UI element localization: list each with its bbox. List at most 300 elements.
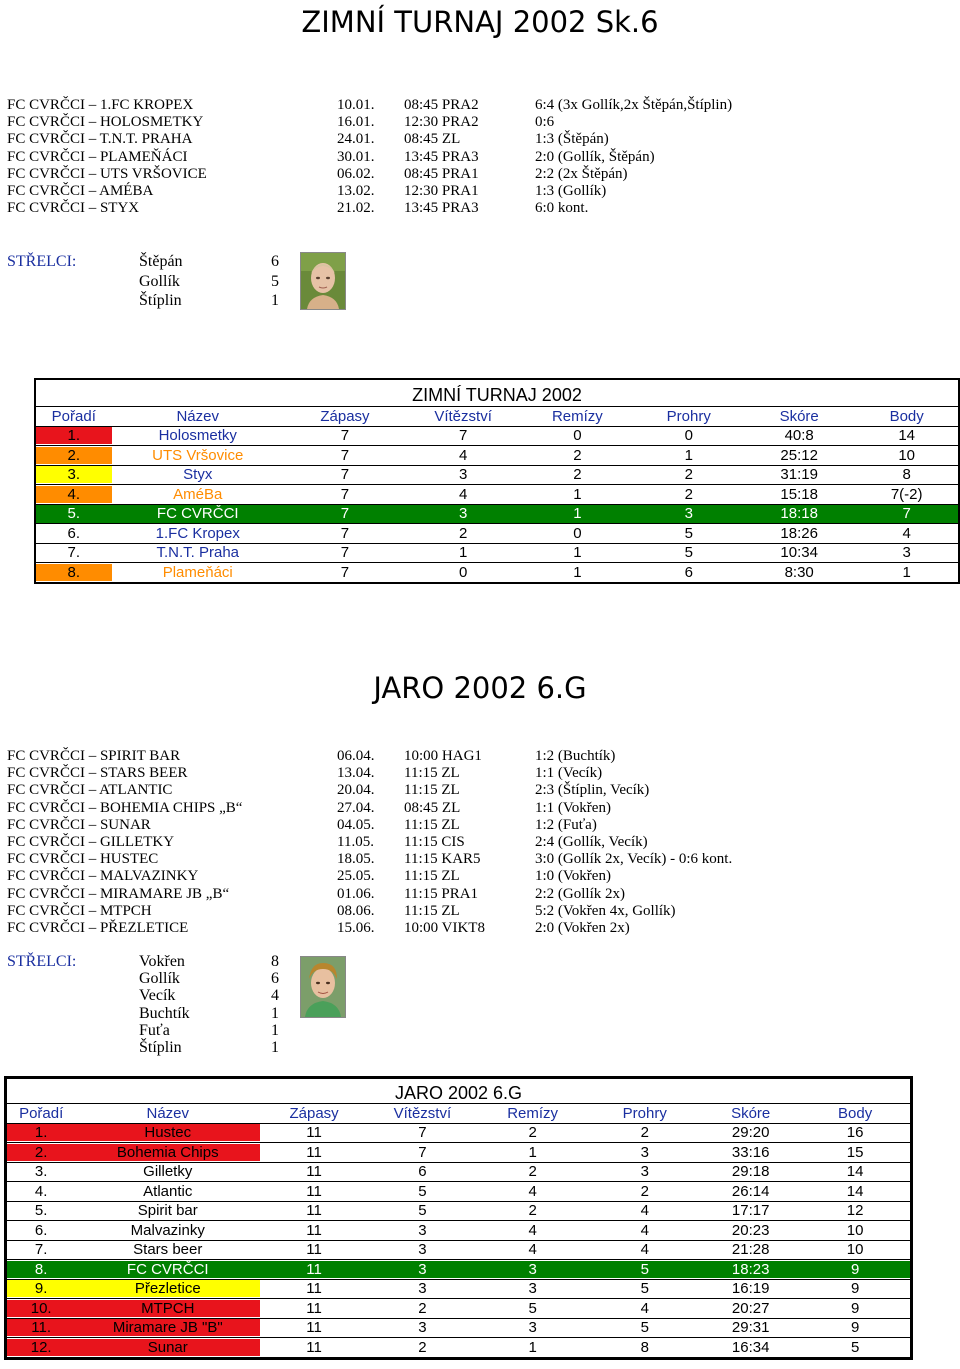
- match-time-venue: 12:30 PRA2: [404, 114, 479, 131]
- table-cell: 1: [458, 544, 468, 562]
- table-cell: 7: [418, 1124, 427, 1142]
- table-cell: 7: [340, 505, 350, 523]
- table-cell: 11: [306, 1221, 322, 1239]
- match-row: [7, 748, 907, 765]
- table-cell: 10:34: [780, 544, 818, 562]
- table-cell: 4: [640, 1241, 649, 1259]
- table-cell: 11: [260, 1261, 368, 1278]
- column-header: Zápasy: [289, 1104, 339, 1122]
- table-cell: 2: [418, 1338, 427, 1356]
- scorer-goals: 1: [271, 292, 279, 309]
- table-cell: 15:18: [780, 485, 818, 503]
- table-cell: FC CVRČCI: [75, 1261, 260, 1278]
- table-row: [36, 504, 958, 524]
- table-cell: Bohemia Chips: [75, 1144, 260, 1161]
- match-teams: FC CVRČCI – PŘEZLETICE: [7, 920, 189, 936]
- column-header: Název: [176, 407, 219, 425]
- table-cell: 16: [846, 1124, 864, 1142]
- match-time-venue: 11:15 PRA1: [404, 885, 479, 902]
- table-cell: 5: [640, 1280, 649, 1298]
- table-cell: 18:26: [780, 524, 818, 542]
- table-cell: 11.: [7, 1319, 75, 1336]
- match-row: [7, 183, 907, 200]
- match-result: 0:6: [535, 114, 555, 131]
- table-cell: 3: [418, 1280, 427, 1298]
- table-row: [36, 484, 958, 504]
- table-cell: 7: [340, 485, 350, 503]
- match-result: 1:0 (Vokřen): [535, 868, 611, 885]
- table-cell: 2: [418, 1299, 427, 1317]
- spring-table-title: JARO 2002 6.G: [394, 1083, 523, 1103]
- table-cell: 2: [640, 1124, 649, 1142]
- match-teams: FC CVRČCI – 1.FC KROPEX: [7, 97, 194, 113]
- table-cell: 12.: [7, 1339, 75, 1356]
- table-cell: 4.: [34, 1182, 48, 1200]
- match-time-venue: 11:15 ZL: [404, 765, 460, 782]
- table-row: [7, 1142, 910, 1162]
- match-result: 2:0 (Vokřen 2x): [535, 920, 630, 936]
- match-date: 10.01.: [337, 97, 375, 113]
- match-result: 6:0 kont.: [535, 200, 589, 217]
- scorer-name: Štěpán: [139, 253, 183, 270]
- table-cell: 2: [684, 466, 693, 484]
- table-cell: 21:28: [731, 1241, 770, 1259]
- spring-standings-table: [4, 1076, 913, 1360]
- column-header: Vítězství: [393, 1104, 452, 1122]
- scorer-row: [139, 1039, 289, 1059]
- table-cell: 7: [418, 1143, 427, 1161]
- match-teams: FC CVRČCI – T.N.T. PRAHA: [7, 131, 193, 148]
- table-cell: 2.: [36, 447, 112, 464]
- table-cell: 2: [640, 1182, 649, 1200]
- table-row: [7, 1298, 910, 1318]
- table-cell: 16:34: [731, 1338, 770, 1356]
- match-date: 06.02.: [337, 165, 375, 182]
- match-row: [7, 834, 907, 851]
- match-teams: FC CVRČCI – UTS VRŠOVICE: [7, 165, 207, 182]
- match-time-venue: 11:15 CIS: [404, 834, 465, 850]
- match-time-venue: 10:00 VIKT8: [404, 920, 485, 936]
- table-cell: Holosmetky: [158, 427, 237, 445]
- table-cell: 3: [418, 1241, 427, 1259]
- table-cell: 5: [640, 1319, 649, 1337]
- match-time-venue: 08:45 ZL: [404, 799, 461, 816]
- table-cell: 15: [846, 1143, 864, 1161]
- match-row: [7, 131, 907, 148]
- table-cell: 3: [684, 505, 693, 523]
- table-cell: 2: [458, 524, 468, 542]
- match-result: 1:3 (Štěpán): [535, 131, 609, 148]
- table-cell: 16:19: [731, 1280, 770, 1298]
- table-cell: AméBa: [173, 485, 223, 503]
- match-date: 16.01.: [337, 114, 375, 131]
- table-cell: 2: [573, 466, 582, 484]
- scorer-name: Gollík: [139, 272, 180, 290]
- table-cell: 4: [528, 1221, 537, 1239]
- table-cell: UTS Vršovice: [152, 446, 244, 464]
- match-time-venue: 13:45 PRA3: [404, 148, 479, 165]
- table-cell: 17:17: [731, 1202, 770, 1220]
- table-cell: 40:8: [784, 427, 814, 445]
- scorer-name: Fuťa: [139, 1021, 170, 1039]
- table-cell: 5: [588, 1261, 701, 1278]
- match-result: 6:4 (3x Gollík,2x Štěpán,Štíplin): [535, 97, 733, 113]
- table-cell: 2: [528, 1202, 537, 1220]
- match-teams: FC CVRČCI – AMÉBA: [7, 183, 154, 199]
- table-cell: 4: [528, 1241, 537, 1259]
- match-date: 21.02.: [337, 200, 375, 217]
- table-cell: 0: [684, 427, 693, 445]
- table-cell: Atlantic: [143, 1182, 193, 1200]
- match-row: [7, 886, 907, 903]
- match-teams: FC CVRČCI – ATLANTIC: [7, 782, 173, 799]
- match-time-venue: 13:45 PRA3: [404, 200, 479, 217]
- table-cell: 20:27: [731, 1299, 770, 1317]
- match-date: 13.02.: [337, 183, 375, 199]
- table-cell: 6: [684, 563, 693, 581]
- table-cell: 5.: [67, 505, 81, 523]
- match-date: 24.01.: [337, 131, 375, 148]
- match-date: 13.04.: [337, 765, 375, 782]
- column-header: Pořadí: [51, 407, 96, 425]
- match-row: [7, 782, 907, 799]
- table-cell: 3: [902, 544, 911, 562]
- match-row: [7, 920, 907, 937]
- table-cell: 9: [850, 1280, 860, 1298]
- table-cell: 12: [846, 1202, 864, 1220]
- match-teams: FC CVRČCI – MTPCH: [7, 902, 152, 919]
- table-row: [36, 523, 958, 543]
- table-cell: 9: [850, 1299, 860, 1317]
- match-teams: FC CVRČCI – HOLOSMETKY: [7, 114, 204, 131]
- table-cell: 18:23: [701, 1261, 800, 1278]
- table-cell: 18:18: [780, 505, 818, 523]
- table-cell: 2: [528, 1124, 537, 1142]
- table-row: [7, 1181, 910, 1201]
- match-date: 25.05.: [337, 868, 375, 885]
- table-cell: 7: [340, 524, 350, 542]
- match-result: 2:2 (Gollík 2x): [535, 885, 625, 902]
- match-teams: FC CVRČCI – BOHEMIA CHIPS „B“: [7, 799, 243, 816]
- match-time-venue: 08:45 PRA2: [404, 97, 479, 113]
- match-date: 18.05.: [337, 851, 375, 868]
- match-time-venue: 11:15 ZL: [404, 868, 460, 885]
- scorer-goals: 6: [271, 253, 279, 270]
- column-header: Skóre: [779, 407, 819, 425]
- table-cell: 11: [306, 1280, 322, 1298]
- table-cell: 1.FC Kropex: [155, 524, 240, 542]
- table-cell: Malvazinky: [130, 1221, 205, 1239]
- column-header: Prohry: [666, 407, 711, 425]
- table-cell: Přezletice: [75, 1280, 260, 1297]
- match-date: 08.06.: [337, 902, 375, 919]
- table-cell: Spirit bar: [137, 1202, 198, 1220]
- table-cell: 10: [898, 446, 916, 464]
- table-cell: 5: [684, 524, 693, 542]
- match-result: 3:0 (Gollík 2x, Vecík) - 0:6 kont.: [535, 851, 733, 868]
- match-teams: FC CVRČCI – SPIRIT BAR: [7, 748, 181, 764]
- table-cell: 4: [458, 485, 468, 503]
- match-time-venue: 11:15 ZL: [404, 782, 460, 799]
- match-time-venue: 11:15 ZL: [404, 902, 460, 919]
- table-cell: 0: [458, 563, 468, 581]
- table-cell: 3: [477, 1261, 589, 1278]
- match-date: 15.06.: [337, 920, 375, 936]
- match-teams: FC CVRČCI – PLAMEŇÁCI: [7, 148, 188, 165]
- match-time-venue: 08:45 ZL: [404, 131, 461, 148]
- table-cell: 7.: [34, 1241, 48, 1259]
- table-row: [36, 445, 958, 465]
- table-cell: 11: [306, 1202, 322, 1220]
- table-cell: 0: [573, 427, 582, 445]
- table-cell: 2: [528, 1163, 537, 1181]
- scorer-row: [139, 273, 289, 293]
- table-row: [7, 1123, 910, 1143]
- table-row: [7, 1337, 910, 1357]
- match-teams: FC CVRČCI – STYX: [7, 200, 140, 217]
- table-cell: 3: [368, 1261, 477, 1278]
- table-cell: 7: [902, 505, 911, 523]
- spring-title: JARO 2002 6.G: [373, 671, 587, 705]
- table-cell: 10: [846, 1241, 864, 1259]
- column-header: Remízy: [507, 1104, 559, 1122]
- table-cell: 3: [528, 1319, 537, 1337]
- table-cell: 3: [458, 466, 468, 484]
- table-cell: 5: [850, 1338, 860, 1356]
- table-row: [7, 1279, 910, 1299]
- player-photo-2: [300, 956, 346, 1018]
- table-header-row: [36, 406, 958, 426]
- winter-title: ZIMNÍ TURNAJ 2002 Sk.6: [301, 5, 659, 39]
- scorer-goals: 4: [271, 987, 279, 1005]
- table-cell: 10: [846, 1221, 864, 1239]
- table-row: [7, 1318, 910, 1338]
- table-cell: 3: [640, 1163, 649, 1181]
- scorer-name: Vecík: [139, 987, 176, 1005]
- table-cell: 5: [528, 1299, 537, 1317]
- table-cell: 25:12: [780, 446, 818, 464]
- table-cell: 14: [846, 1163, 864, 1181]
- match-result: 1:1 (Vokřen): [535, 799, 611, 816]
- table-cell: Hustec: [75, 1124, 260, 1141]
- match-time-venue: 11:15 ZL: [404, 816, 460, 833]
- column-header: Body: [889, 407, 924, 425]
- match-result: 1:3 (Gollík): [535, 183, 607, 199]
- table-cell: 11: [306, 1338, 322, 1356]
- table-cell: 26:14: [731, 1182, 770, 1200]
- match-result: 5:2 (Vokřen 4x, Gollík): [535, 902, 676, 919]
- table-cell: 7: [340, 466, 350, 484]
- match-row: [7, 114, 907, 131]
- table-cell: 1: [528, 1338, 537, 1356]
- table-cell: Gilletky: [143, 1163, 193, 1181]
- scorer-name: Buchtík: [139, 1004, 190, 1022]
- table-cell: 1: [528, 1143, 537, 1161]
- table-cell: 4: [640, 1299, 649, 1317]
- table-cell: 3: [640, 1143, 649, 1161]
- scorer-name: Vokřen: [139, 953, 185, 970]
- scorer-goals: 8: [271, 953, 279, 970]
- table-cell: 6.: [34, 1221, 48, 1239]
- match-date: 11.05.: [337, 834, 374, 850]
- table-cell: 6.: [67, 524, 81, 542]
- winter-scorers-label: STŘELCI:: [7, 253, 77, 270]
- spring-scorers-label: STŘELCI:: [7, 953, 77, 970]
- match-date: 30.01.: [337, 148, 375, 165]
- match-result: 1:2 (Buchtík): [535, 748, 616, 764]
- scorer-name: Štíplin: [139, 292, 182, 309]
- table-cell: 8: [902, 466, 911, 484]
- table-cell: 29:18: [731, 1163, 770, 1181]
- match-time-venue: 11:15 KAR5: [404, 851, 481, 868]
- table-cell: 4.: [36, 486, 112, 503]
- match-row: [7, 200, 907, 217]
- scorer-goals: 5: [271, 272, 279, 290]
- table-cell: Miramare JB "B": [75, 1319, 260, 1336]
- column-header: Body: [838, 1104, 873, 1122]
- table-cell: MTPCH: [75, 1300, 260, 1317]
- table-cell: 7: [458, 427, 468, 445]
- table-cell: 1: [573, 563, 582, 581]
- table-cell: 1.: [36, 427, 112, 444]
- table-cell: 8: [640, 1338, 649, 1356]
- match-date: 04.05.: [337, 816, 375, 833]
- table-cell: 8.: [7, 1261, 75, 1278]
- table-row: [7, 1201, 910, 1221]
- match-time-venue: 12:30 PRA1: [404, 183, 479, 199]
- table-cell: 4: [458, 446, 468, 464]
- match-date: 06.04.: [337, 748, 375, 764]
- table-cell: Sunar: [75, 1339, 260, 1356]
- table-cell: 5: [418, 1202, 427, 1220]
- table-row: [36, 426, 958, 446]
- table-cell: 2.: [7, 1144, 75, 1161]
- column-header: Zápasy: [320, 407, 370, 425]
- table-row: [7, 1162, 910, 1182]
- table-cell: Styx: [183, 466, 213, 484]
- table-cell: T.N.T. Praha: [156, 544, 239, 562]
- scorer-goals: 1: [271, 1021, 279, 1039]
- table-cell: 1: [902, 563, 911, 581]
- table-cell: Stars beer: [133, 1241, 203, 1259]
- scorer-goals: 1: [271, 1039, 279, 1056]
- match-row: [7, 903, 907, 920]
- scorer-row: [139, 292, 289, 312]
- table-cell: 7: [340, 427, 350, 445]
- match-row: [7, 851, 907, 868]
- match-result: 1:2 (Fuťa): [535, 816, 597, 833]
- table-cell: 11: [306, 1319, 322, 1337]
- table-cell: 29:31: [731, 1319, 770, 1337]
- table-row: [7, 1240, 910, 1260]
- match-time-venue: 08:45 PRA1: [404, 165, 479, 182]
- table-cell: 3: [418, 1319, 427, 1337]
- match-result: 2:0 (Gollík, Štěpán): [535, 148, 655, 165]
- scorer-name: Gollík: [139, 970, 180, 988]
- match-row: [7, 817, 907, 834]
- match-time-venue: 10:00 HAG1: [404, 748, 482, 764]
- match-row: [7, 149, 907, 166]
- table-row: [7, 1259, 910, 1279]
- table-cell: 0: [573, 524, 582, 542]
- table-cell: 7: [340, 563, 350, 581]
- column-header: Pořadí: [19, 1104, 64, 1122]
- table-cell: 5: [418, 1182, 427, 1200]
- match-teams: FC CVRČCI – HUSTEC: [7, 851, 159, 868]
- table-cell: Plameňáci: [162, 563, 233, 581]
- table-cell: 20:23: [731, 1221, 770, 1239]
- table-cell: 3: [418, 1221, 427, 1239]
- player-photo-1: [300, 252, 346, 310]
- table-cell: 5.: [34, 1202, 48, 1220]
- table-cell: 11: [306, 1241, 322, 1259]
- winter-standings-table: [34, 378, 960, 584]
- table-row: [36, 465, 958, 485]
- table-cell: 7: [340, 446, 350, 464]
- winter-table-title: ZIMNÍ TURNAJ 2002: [412, 385, 582, 405]
- table-cell: 7.: [67, 544, 81, 562]
- table-cell: 3.: [36, 466, 112, 483]
- table-cell: 14: [846, 1182, 864, 1200]
- table-cell: 4: [902, 524, 911, 542]
- table-cell: 11: [306, 1124, 322, 1142]
- match-result: 2:3 (Štíplin, Vecík): [535, 782, 650, 799]
- table-cell: 11: [306, 1143, 322, 1161]
- table-cell: 11: [306, 1163, 322, 1181]
- table-cell: 2: [684, 485, 693, 503]
- table-cell: 8.: [36, 564, 112, 581]
- table-cell: 1: [684, 446, 693, 464]
- table-cell: 10.: [7, 1300, 75, 1317]
- match-teams: FC CVRČCI – MIRAMARE JB „B“: [7, 885, 230, 902]
- column-header: Skóre: [731, 1104, 771, 1122]
- table-row: [7, 1220, 910, 1240]
- table-cell: 6: [418, 1163, 427, 1181]
- table-cell: 1: [573, 544, 582, 562]
- column-header: Vítězství: [434, 407, 492, 425]
- match-teams: FC CVRČCI – GILLETKY: [7, 834, 175, 850]
- column-header: Prohry: [622, 1104, 667, 1122]
- match-teams: FC CVRČCI – SUNAR: [7, 816, 151, 833]
- scorer-goals: 6: [271, 970, 279, 988]
- table-cell: 8:30: [784, 563, 814, 581]
- table-cell: 4: [640, 1202, 649, 1220]
- table-cell: 3: [528, 1280, 537, 1298]
- table-cell: 3: [458, 505, 468, 523]
- table-cell: 7(-2): [890, 485, 923, 503]
- table-cell: 11: [306, 1182, 322, 1200]
- table-cell: 29:20: [731, 1124, 770, 1142]
- table-cell: 33:16: [731, 1143, 770, 1161]
- match-result: 2:4 (Gollík, Vecík): [535, 834, 648, 850]
- table-cell: 5: [684, 544, 693, 562]
- table-cell: 4: [528, 1182, 537, 1200]
- table-cell: FC CVRČCI: [156, 505, 239, 523]
- match-date: 01.06.: [337, 885, 375, 902]
- column-header: Remízy: [551, 407, 603, 425]
- match-row: [7, 800, 907, 817]
- table-cell: 1.: [7, 1124, 75, 1141]
- match-teams: FC CVRČCI – MALVAZINKY: [7, 868, 199, 885]
- scorer-row: [139, 253, 289, 273]
- table-header-row: [7, 1103, 910, 1123]
- table-row: [36, 543, 958, 563]
- column-header: Název: [146, 1104, 190, 1122]
- scorer-name: Štíplin: [139, 1039, 182, 1056]
- table-cell: 9: [800, 1261, 910, 1278]
- scorer-goals: 1: [271, 1004, 279, 1022]
- match-date: 27.04.: [337, 799, 375, 816]
